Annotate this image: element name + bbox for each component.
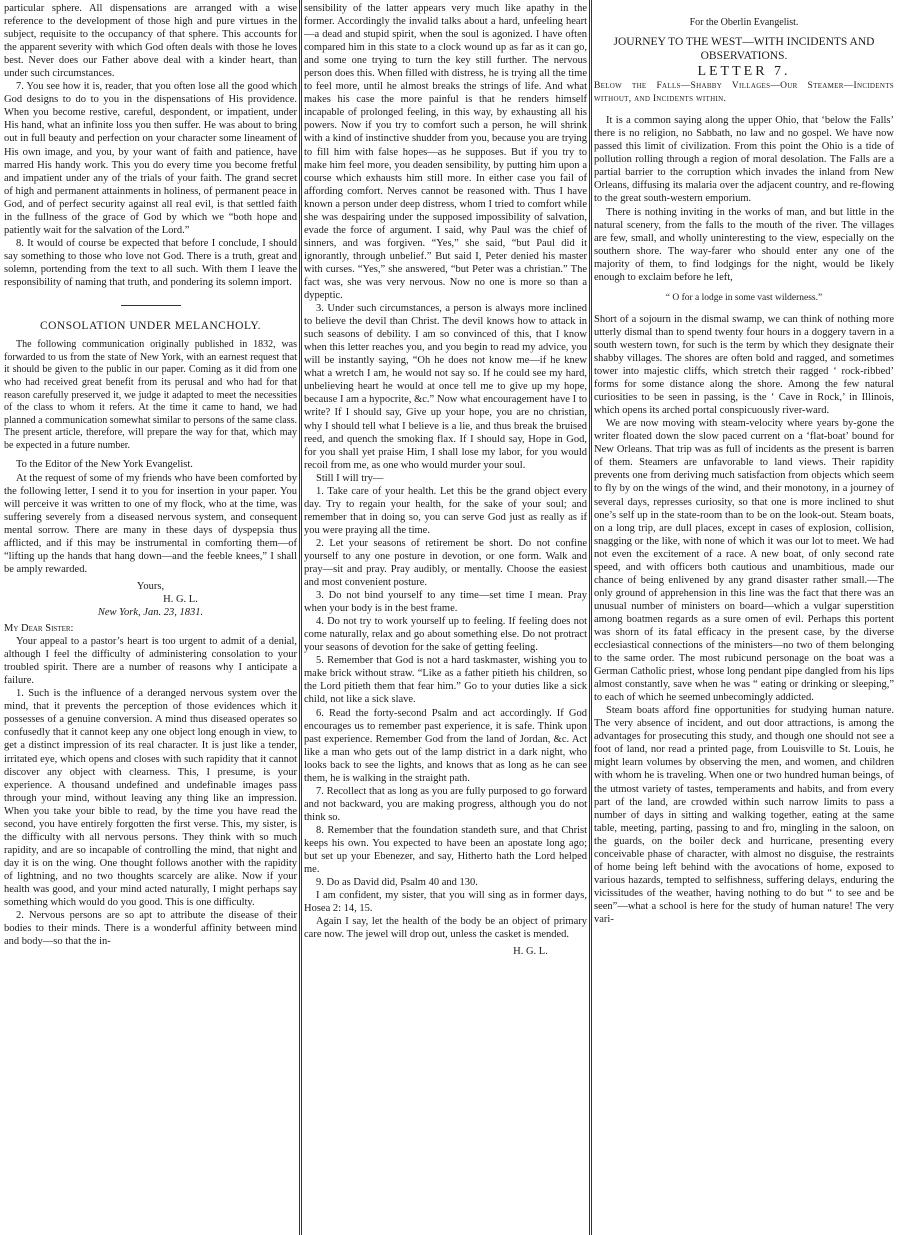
closing: Yours,: [136, 580, 165, 592]
paragraph: There is nothing inviting in the works of man, and but little in the natural scenery, from the falls to the mouth of the river. The villages are few, small, and wholly uninteresting to the view, especially on the southern shore. The way-farer who should enter any one of the majority of them, to find lodgings for the night, would be likely enough to exclaim before he left,: [594, 206, 894, 283]
salutation: My Dear Sister:: [4, 623, 74, 635]
column-rule: [299, 0, 300, 1235]
paragraph: 7. You see how it is, reader, that you often lose all the good which God designs to do to you in the dispensations of His providence. When you become restive, careful, despondent, or impatient, under His hand, what an infinite loss you then suffer. He was about to bring out in full beauty and perfection on your character some lineament of His own image, and you, by your want of faith and patience, have marred His handy work. This you do every time you become fretful and impatient under any of the trials of your faith. The grand secret of high and permanent attainments in holiness, of permanent peace in God, and of perfect security against all real evil, is that settled faith in the fullness of the grace of God by which we “both hope and patiently wait for the salvation of the Lord.”: [4, 81, 297, 236]
signature: H. G. L.: [163, 593, 198, 605]
paragraph: We are now moving with steam-velocity where years by-gone the writer floated down the slow paced current on a ‘flat-boat’ bound for New Orleans. That trip was as full of incidents as the present is barren of them. Steamers are unfavorable to land views. Their rapidity prevents one from deriving much satisfaction from objects which seem to fly by on the wings of the wind, and their monotony, in a journey of several days, represses curiosity, so that one is more inclined to shut one’s self up in the state-room than to be on the look-out. Steam boats, on a long trip, are dull places, except in cases of explosion, collision, snagging or the like, with none of which it was our lot to meet. We had not even the excitement of a race. A new boat, of only second rate speed, and with officers both cautious and unambitious, made our chance of being enlivened by any grand disaster rather small.—The only ground of apprehension in this line was the fact that there was an unusual number of ministers on board—which a vulgar superstition among boatmen regards as a sure omen of evil. Perhaps this portent was shorn of its fatal efficacy in the present case, by the diverse ecclesiastical connections of the ministers—no two of them belonging to the same order. The most rubicund personage on the boat was a German Catholic priest, whose long pendant pipe dangled from his lips almost constantly, save when he was “ eating or drinking or sleeping,” to each of which he seemed unbecomingly addicted.: [594, 418, 894, 704]
column-left: [4, 2, 297, 1232]
paragraph: I am confident, my sister, that you will sing as in former days, Hosea 2: 14, 15.: [304, 890, 587, 915]
paragraph: sensibility of the latter appears very much like apathy in the former. Accordingly the invalid talks about a hard, unfeeling heart—a dead and stupid spirit, when the soul is agonized. I have often compared him in this state to a clock wound up as far as it can go, and some one trying to turn the key still further. The nervous person does this. When filled with distress, he is trying all the time to feel more, until he almost breaks the strings of life. And what makes his case the more painful is that he renders himself incapable of prolonged feeling, in this way, by exhausting all his powers. Now if you try to comfort such a person, he will shrink with a kind of instinctive shudder from you, because you are trying to fill him with false hopes—as he supposes. But if you try to make him feel more, you deaden sensibility, by putting him upon a course which exhausts him still more. In either case you fail of affording comfort. Nerves cannot be reasoned with. Thus I have known a person under deep distress, whom I tried to comfort while she was despairing under the supposed impossibility of salvation, evade the force of argument. I said, why Paul was the chief of sinners, and was forgiven. “Yes,” she said, “but Paul did it ignorantly, through unbelief.” But said I, Peter denied his master with curses. “Yes,” she answered, “but Peter was a christian.” The fact was, she was very nervous. Now no one is more so than a dypeptic.: [304, 3, 587, 302]
paragraph: 1. Such is the influence of a deranged nervous system over the mind, that it prevents the perception of those evidences which it possesses of a genuine conversion. A mind thus diseased operates so confusedly that it cannot keep any one object long enough in view, to get a distinct impression of its real character. It is just like a tender, irritated eye, which opens and closes with such rapidity that it cannot discover any object with clearness. This, I presume, is your experience. A thousand undefined and undefinable images pass through your mind, without leaving any thing like an impression. When you take your bible to read, by the time you have read the second, you have entirely forgotten the first verse. This, my sister, is the difficulty with all nervous persons. They think with so much rapidity, and are so incapable of controlling the mind, that night and day it is on the wing. One thought follows another with the rapidity of lightning, and no two thoughts scarcely are alike. Now if your health was good, and your mind acted naturally, I might perhaps say something which would do you good. This is one difficulty.: [4, 688, 297, 909]
letter-heading: To the Editor of the New York Evangelist.: [16, 459, 193, 471]
list-item: 9. Do as David did, Psalm 40 and 130.: [316, 877, 478, 889]
article-title: JOURNEY TO THE WEST—WITH INCIDENTS AND OBSERVATIONS.: [613, 36, 875, 63]
byline: For the Oberlin Evangelist.: [689, 17, 799, 28]
paragraph: 2. Nervous persons are so apt to attribute the disease of their bodies to their minds. There is a wonderful affinity between mind and body—so that the in-: [4, 910, 297, 948]
list-item: 8. Remember that the foundation standeth sure, and that Christ keeps his own. You expected to have been an apostate long ago; but set up your Ebenezer, and say, Hitherto hath the Lord helped me.: [304, 824, 587, 876]
paragraph: Still I will try—: [316, 472, 384, 484]
paragraph: 8. It would of course be expected that before I conclude, I should say something to those who love not God. There is a truth, great and solemn, portending from the text to all such. With them I leave the responsibility of naming that truth, and pondering its solemn import.: [4, 237, 297, 288]
editor-intro: The following communication originally published in 1832, was forwarded to us from the state of New York, with an earnest request that it should be given to the public in our paper. Coming as it did from one who had received great benefit from its perusal and who had for that reason carefully preserved it, we judge it adapted to meet the necessities of the class to whom it refers. At the time it came to hand, we had planned a communication somewhat similar to persons of the same class. The present article, therefore, will prepare the way for that, which may be expected in a future number.: [4, 339, 297, 451]
paragraph: At the request of some of my friends who have been comforted by the following letter, I send it to you for insertion in your paper. You will perceive it was written to one of my flock, who at the time, was suffering severely from a diseased nervous system, and consequent mental sorrow. There are many in these days of dyspepsia thus afflicted, and if this may be instrumental in comforting them—of “lifting up the hands that hang down—and the feeble knees,” I shall be amply rewarded.: [4, 472, 297, 575]
column-rule: [301, 0, 302, 1235]
list-item: 1. Take care of your health. Let this be the grand object every day. Try to regain your health, for the sake of your soul; and remember that in doing so, you can serve God just as really as if you were praying all the time.: [304, 485, 587, 536]
signature: H. G. L.: [513, 946, 548, 958]
column-right: [594, 2, 894, 1232]
paragraph: Your appeal to a pastor’s heart is too urgent to admit of a denial, although I feel the difficulty of administering consolation to your troubled spirit. There are a number of reasons why I anticipate a failure.: [4, 636, 297, 687]
quotation: “ O for a lodge in some vast wilderness.”: [665, 292, 823, 303]
list-item: 6. Read the forty-second Psalm and act accordingly. If God encourages us to remember past experience, it is safe. Think upon past experience. Remember God from the land of Jordan, &c. Act like a man who gets out of the lamp district in a dark night, who looks back to see the lights, and knows that as long as he can see them, he is walking in the straight path.: [304, 707, 587, 784]
paragraph: Steam boats afford fine opportunities for studying human nature. The very absence of incident, and out door attractions, is among the advantages for prosecuting this study, and though one should not see a foot of land, nor read a printed page, from Louisville to St. Louis, he might learn volumes by observing the men, and women, and children with whom he is traveling. When one or two hundred human beings, of the utmost variety of tastes, temperaments and habits, and from every part of the land, are crowded within such narrow limits to pass a number of days in sitting and walking together, eating at the same table, meeting, parting, passing to and fro, mingling in the saloon, on the guards, on the boiler deck and hurricane, presenting every conceivable phase of character, with almost no disguise, the restraints of home being left behind with the avocations of home, exposed to various hazards, tempted to selfishness, suffering delays, enduring the vicissitudes of the weather, having nothing to do but “ to see and be seen”—what a school is here for the study of human nature! The very vari-: [594, 705, 894, 925]
paragraph: Short of a sojourn in the dismal swamp, we can think of nothing more utterly dismal than to spend twenty four hours in a doggery tavern in a south western town, for such is the term by which they designate their shabby villages. The shores are often bold and ragged, and sometimes tower into majestic cliffs, which stretch their ragged ‘ rock-ribbed’ forms for some distance along the shore. Among the few natural curiosities to be seen in passing, is the ‘ Cave in Rock,’ in Illinois, which opens its arched portal conspicuously river-ward.: [594, 313, 894, 417]
list-item: 5. Remember that God is not a hard taskmaster, wishing you to make brick without straw. “Like as a father pitieth his children, so the Lord pitieth them that fear him.” Go to your duties like a sick child, not like a sick slave.: [304, 655, 587, 706]
letter-number: LETTER 7.: [697, 64, 791, 80]
column-rule: [589, 0, 590, 1235]
paragraph: Again I say, let the health of the body be an object of primary care now. The jewel will drop out, unless the casket is mended.: [304, 916, 587, 941]
paragraph: It is a common saying along the upper Ohio, that ‘below the Falls’ there is no religion, no Sabbath, no law and no gospel. We have now passed this limit of civilization. From this point the Ohio is a tide of pollution rolling through a region of moral desolation. The Falls are a partial barrier to the corruption which invades the inland from New Orleans, diffusing its malaria over the adjacent country, and re-flowing to the great south-western emporium.: [594, 115, 894, 205]
dateline: New York, Jan. 23, 1831.: [97, 606, 204, 618]
list-item: 2. Let your seasons of retirement be short. Do not confine yourself to any one posture in devotion, or one form. Walk and pray—sit and pray. Pray audibly, or mentally. Choose the easiest and most convenient posture.: [304, 537, 587, 589]
paragraph: 3. Under such circumstances, a person is always more inclined to believe the devil than Christ. The devil knows how to attack in such seasons of debility. I am so convinced of this, that I know when this letter reaches you, and you begin to read my advice, you will be instantly saying, “Oh he does not know me—if he knew what a wretch I am, he would not say so. If he could see my hard, unbelieving heart he would at once tell me to give up my hope, because I am a hypocrite, &c.” Now what encouragement have I to write? If I should say, Give up your hope, you are no christian, why I should tell what I believe is a lie, and thus break the bruised reed, and quench the smoking flax. If I should say, Hope in God, for you shall yet praise Him, I shall lose my labor, for you would recoil from me, as one who would murder your soul.: [304, 303, 587, 471]
article-subheading: Below the Falls—Shabby Villages—Our Steamer—Incidents without, and Incidents within.: [594, 81, 894, 105]
list-item: 3. Do not bind yourself to any time—set time I mean. Pray when your body is in the best frame.: [304, 590, 587, 615]
section-separator: [4, 297, 297, 310]
list-item: 7. Recollect that as long as you are fully purposed to go forward and not backward, you are making progress, although you do not think so.: [304, 785, 587, 823]
list-item: 4. Do not try to work yourself up to feeling. If feeling does not come naturally, relax and go about something else. Do not protract your seasons of devotion for the sake of getting feeling.: [304, 616, 587, 654]
column-middle: [304, 2, 587, 1232]
paragraph: particular sphere. All dispensations are arranged with a wise reference to the development of those high and pure virtues in the subject, requisite to the occupancy of that sphere. This accounts for the apparent severity with which God often deals with those he loves best. Never does our Father above deal with a kinder heart, than under such circumstances.: [4, 3, 297, 80]
column-rule: [591, 0, 592, 1235]
article-title: CONSOLATION UNDER MELANCHOLY.: [39, 320, 262, 333]
